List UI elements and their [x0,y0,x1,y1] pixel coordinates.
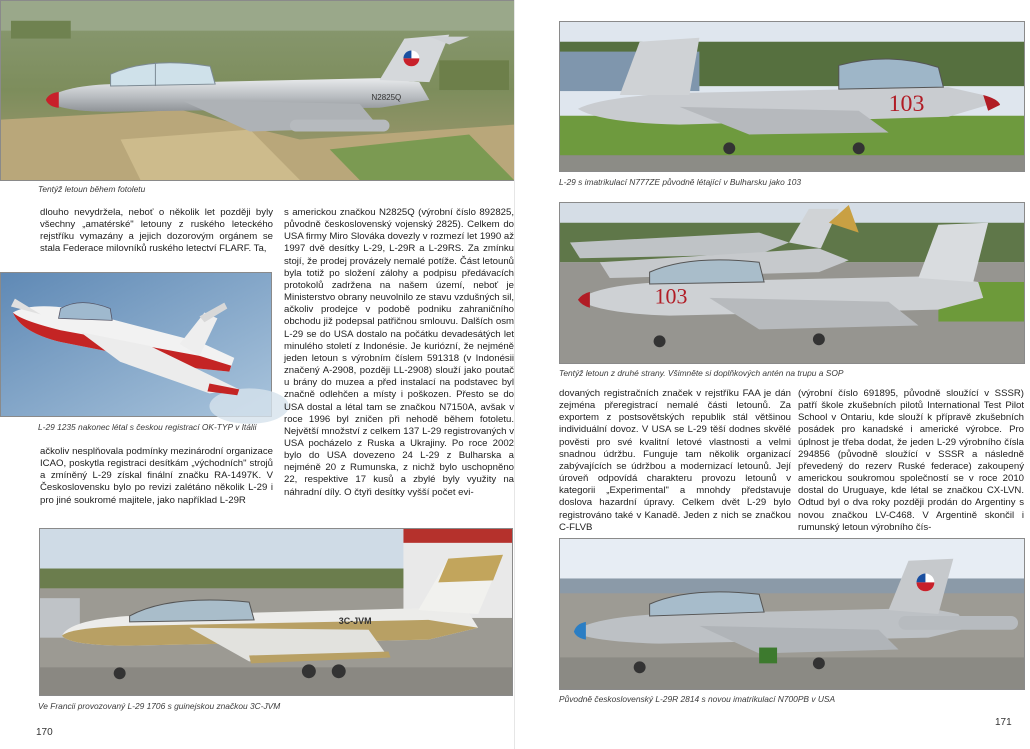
caption-bottom-right: Původně československý L-29R 2814 s novou imatrikulací N700PB v USA [559,694,836,704]
caption-bottom-left: Ve Francii provozovaný L-29 1706 s guinejskou značkou 3C-JVM [38,701,281,711]
page-number-right: 171 [995,717,1012,728]
photo-bottom-registration: 3C-JVM [338,615,372,626]
left-col1-bottom: ačkoliv nesplňovala podmínky mezinárodní organizace ICAO, poskytla registraci desítkám „východních" strojů a zmíněný L-29 získal finální značku RA-1497K. V Československu bylo po revizi zalétáno několik L-29 i pro jiné soukromé majitele, jako například L-29R [40,446,273,506]
caption-top-right: L-29 s imatrikulací N777ZE původně létající v Bulharsku jako 103 [559,177,802,187]
photo-l29r-n700pb [559,538,1025,690]
photo-top-number: 103 [888,90,925,117]
caption-mid-left: L-29 1235 nakonec létal s českou registrací OK-TYP v Itálii [38,422,257,432]
caption-top-left: Tentýž letoun během fotoletu [38,184,146,194]
photo-l29-lineup [559,202,1025,364]
photo-top-registration: N2825Q [371,92,402,102]
photo-l29-flight [0,0,515,181]
caption-mid-right: Tentýž letoun z druhé strany. Všimněte si doplňkových antén na trupu a SOP [559,368,844,378]
left-col2: s americkou značkou N2825Q (výrobní číslo 892825, původně československý vojenský 2825). Celkem do USA firmy Miro Slováka dovezly v rozmezí let 1990 až 1997 dvě desítky L-29, L-29R a L-29RS. Za zmínku stojí, že prodej provázely nemalé potíže. Část letounů byla totiž po složení zálohy a podpisu předávacích protokolů zadržena na našem území, neboť je Ministerstvo obrany neuvolnilo ze stavu vzdušných sil, ačkoliv prodejce v podobě podniku zahraničního obchodu již podepsal patřičnou smlouvu. Dalších osm L-29 se do USA dostalo na počátku devadesátých let minulého století z Indonésie. Je kuriózní, že nejméně jeden letoun s výrobním číslem 591318 (v Indonésii značený A-2908, později LL-2908) slouží jako poutač u brány do muzea a před instalací na podstavec byl značně odlehčen a místy i poškozen. Přesto se do USA dostal a létal tam se značkou N7150A, avšak v roce 1996 byl zničen při nehodě během fotoletu. Největší množství z celkem 137 L-29 registrovaných v USA pocházelo z Ruska a Ukrajiny. Po roce 2002 bylo do USA dovezeno 24 L-29 z Bulharska a nejméně 20 z Rumunska, z nichž bylo uschopněno 22, respektive 17 kusů a zbylé byly využity na náhradní díly. O čtyři desítky vyšší počet evi- [284,207,514,498]
right-col1: dovaných registračních značek v rejstříku FAA je dán zejména přeregistrací nemalé části letounů. Za exportem z postsovětských republik stál většinou individuální dovoz. V USA se L-29 těší dodnes skvělé pověsti pro své kvalitní letové vlastnosti a velmi snadnou údržbu. Funguje tam několik organizací zabývajících se údržbou a modernizací letounů. Její úroveň odpovídá charakteru provozu letounů v kategorii „Experimental" a mnohdy představuje doslova hazardní úpravy. Celkem dvět L-29 bylo registrováno také v Kanadě. Jeden z nich se značkou C-FLVB [559,388,791,533]
page-number-left: 170 [36,727,53,738]
right-col2: (výrobní číslo 691895, původně sloužící v SSSR) patří škole zkušebních pilotů International Test Pilot School v Ontariu, kde slouží k přípravě zkušebních posádek pro kanadské i americké výrobce. Pro úplnost je třeba dodat, že jeden L-29 výrobního čísla 294856 (původně sloužící v SSSR a následně převedený do rezerv Ruské federace) zakoupený americkou soukromou společností se v roce 2010 dostal do Uruguaye, kde létal se značkou CX-LVN. Odtud byl o dva roky později prodán do Argentiny s novou značkou LV-C468. V Argentině skončil i rumunský letoun výrobního čís- [798,388,1024,533]
photo-l29-ok-typ [0,272,272,417]
right-page [515,0,1030,749]
photo-mid-number: 103 [654,284,688,309]
photo-l29-n777ze [559,21,1025,172]
photo-l29-3c-jvm [39,528,513,696]
left-col1-top: dlouho nevydržela, neboť o několik let později byly všechny „amatérské" letouny z ruského leteckého rejstříku vymazány a jejich dozorovým orgánem se stala Federace milovníků ruského letectví FLARF. Ta, [40,207,273,255]
